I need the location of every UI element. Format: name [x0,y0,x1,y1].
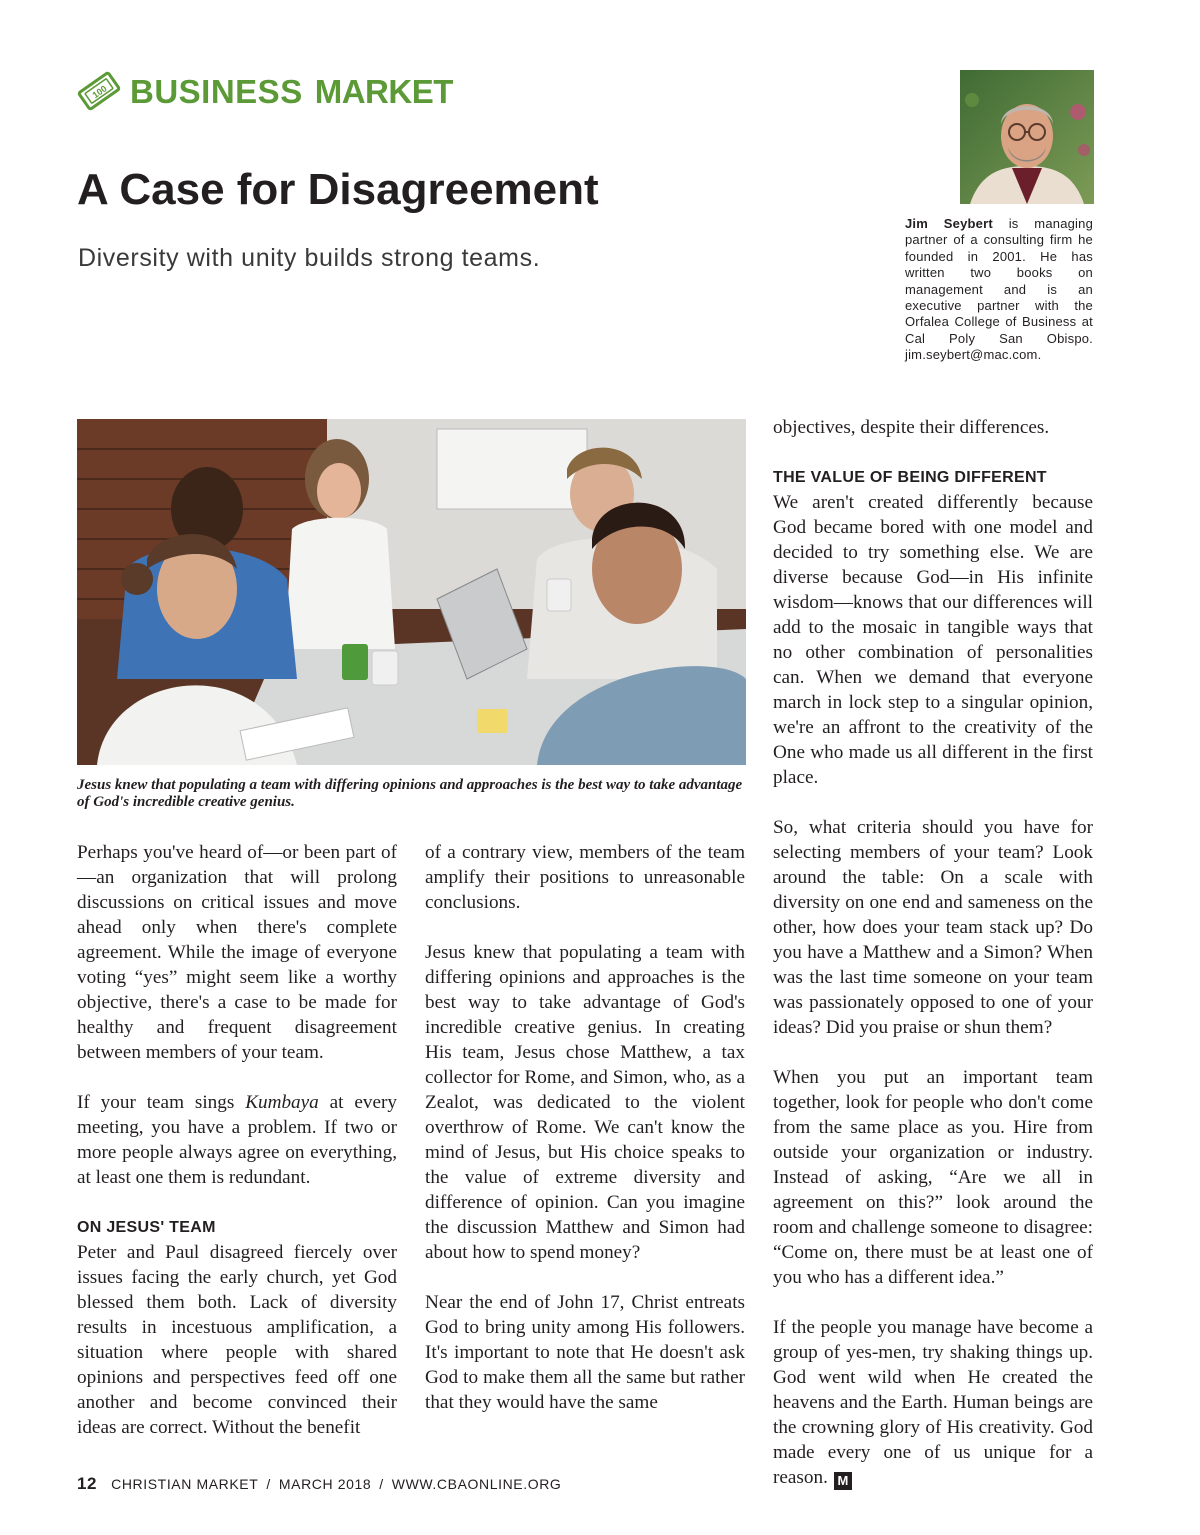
paragraph: Peter and Paul disagreed fiercely over issues facing the early church, yet God blessed them both. Lack of diversity results in incestuous amplification, a situation where people with shared opinions and perspectives feed off one another and become convinced their ideas are correct. Without the benefit [77,1242,397,1438]
author-photo [960,70,1094,204]
paragraph: Jesus knew that populating a team with differing opinions and approaches is the best way to take advantage of God's incredible creative genius. In creating His team, Jesus chose Matthew, a tax collector for Rome, and Simon, who, as a Zealot, was dedicated to the violent overthrow of Rome. We can't know the mind of Jesus, but His choice speaks to the value of extreme diversity and difference of opinion. Can you imagine the discussion Matthew and Simon had about how to spend money? [425,942,745,1263]
section-label-market: MARKET [314,72,453,110]
section-label-business: BUSINESS [130,72,303,110]
subhead: ON JESUS' TEAM [77,1219,216,1236]
money-badge-icon [76,71,122,111]
paragraph: If the people you manage have become a group of yes-men, try shaking things up. God went wild when He created the heavens and the Earth. Human beings are the crowning glory of His creativity. God made every one of us unique for a reason. M [773,1317,1093,1488]
issue-date: MARCH 2018 [278,1476,372,1492]
page-footer [77,1474,561,1494]
badge-text: 100 [90,83,109,101]
paragraph: We aren't created differently because God became bored with one model and decided to try something else. We are diverse because God—in His infinite wisdom—knows that our differences will add to the mosaic in tangible ways that no other combination of personalities can. When we demand that everyone march in lock step to a singular opinion, we're an affront to the creativity of the One who made us all different in the first place. [773,492,1093,788]
section-header [76,68,453,114]
emphasis: Kumbaya [245,1092,319,1113]
publication-name: CHRISTIAN MARKET [111,1476,259,1492]
paragraph: So, what criteria should you have for selecting members of your team? Look around the table: On a scale with diversity on one end and sameness on the other, how does your team stack up? Do you have a Matthew and a Simon? When was the last time someone on your team was passionately opposed to one of your ideas? Did you praise or shun them? [773,817,1093,1038]
author-name: Jim Seybert [905,216,993,231]
paragraph: Near the end of John 17, Christ entreats God to bring unity among His followers. It's important to note that He doesn't ask God to make them all the same but rather that they would have the same [425,1292,745,1413]
end-mark-icon: M [834,1472,852,1490]
paragraph: When you put an important team together, look for people who don't come from the same place as you. Hire from outside your organization or industry. Instead of asking, “Are we all in agreement on this?” look around the room and challenge someone to disagree: “Come on, there must be at least one of you who has a different idea.” [773,1067,1093,1288]
website-link[interactable]: WWW.CBAONLINE.ORG [391,1476,562,1492]
meeting-photo [77,419,746,765]
paragraph: objectives, despite their differences. [773,417,1050,438]
footer-separator: / [266,1476,271,1492]
author-bio-text: is managing partner of a consulting firm he founded in 2001. He has written two books on management and is an executive partner with the Orfalea College of Business at Cal Poly San Obispo. jim.seybert@mac.com. [905,216,1094,363]
footer-separator: / [379,1476,384,1492]
paragraph: of a contrary view, members of the team amplify their positions to unreasonable conclusions. [425,842,745,913]
paragraph: If your team sings Kumbaya at every meeting, you have a problem. If two or more people always agree on everything, at least one them is redundant. [77,1092,397,1188]
article-dek: Diversity with unity builds strong teams. [78,244,541,272]
article-column-3 [773,415,1093,1490]
author-bio [905,216,1093,364]
subhead: THE VALUE OF BEING DIFFERENT [773,469,1047,486]
page-number: 12 [77,1474,98,1493]
paragraph: Perhaps you've heard of—or been part of—an organization that will prolong discussions on critical issues and move ahead only when there's complete agreement. While the image of everyone voting “yes” might seem like a worthy objective, there's a case to be made for healthy and frequent disagreement between members of your team. [77,842,397,1063]
article-column-2 [425,840,745,1415]
photo-caption: Jesus knew that populating a team with differing opinions and approaches is the best way to take advantage of God's incredible creative genius. [77,777,743,810]
article-headline: A Case for Disagreement [77,165,599,214]
article-column-1 [77,840,397,1440]
